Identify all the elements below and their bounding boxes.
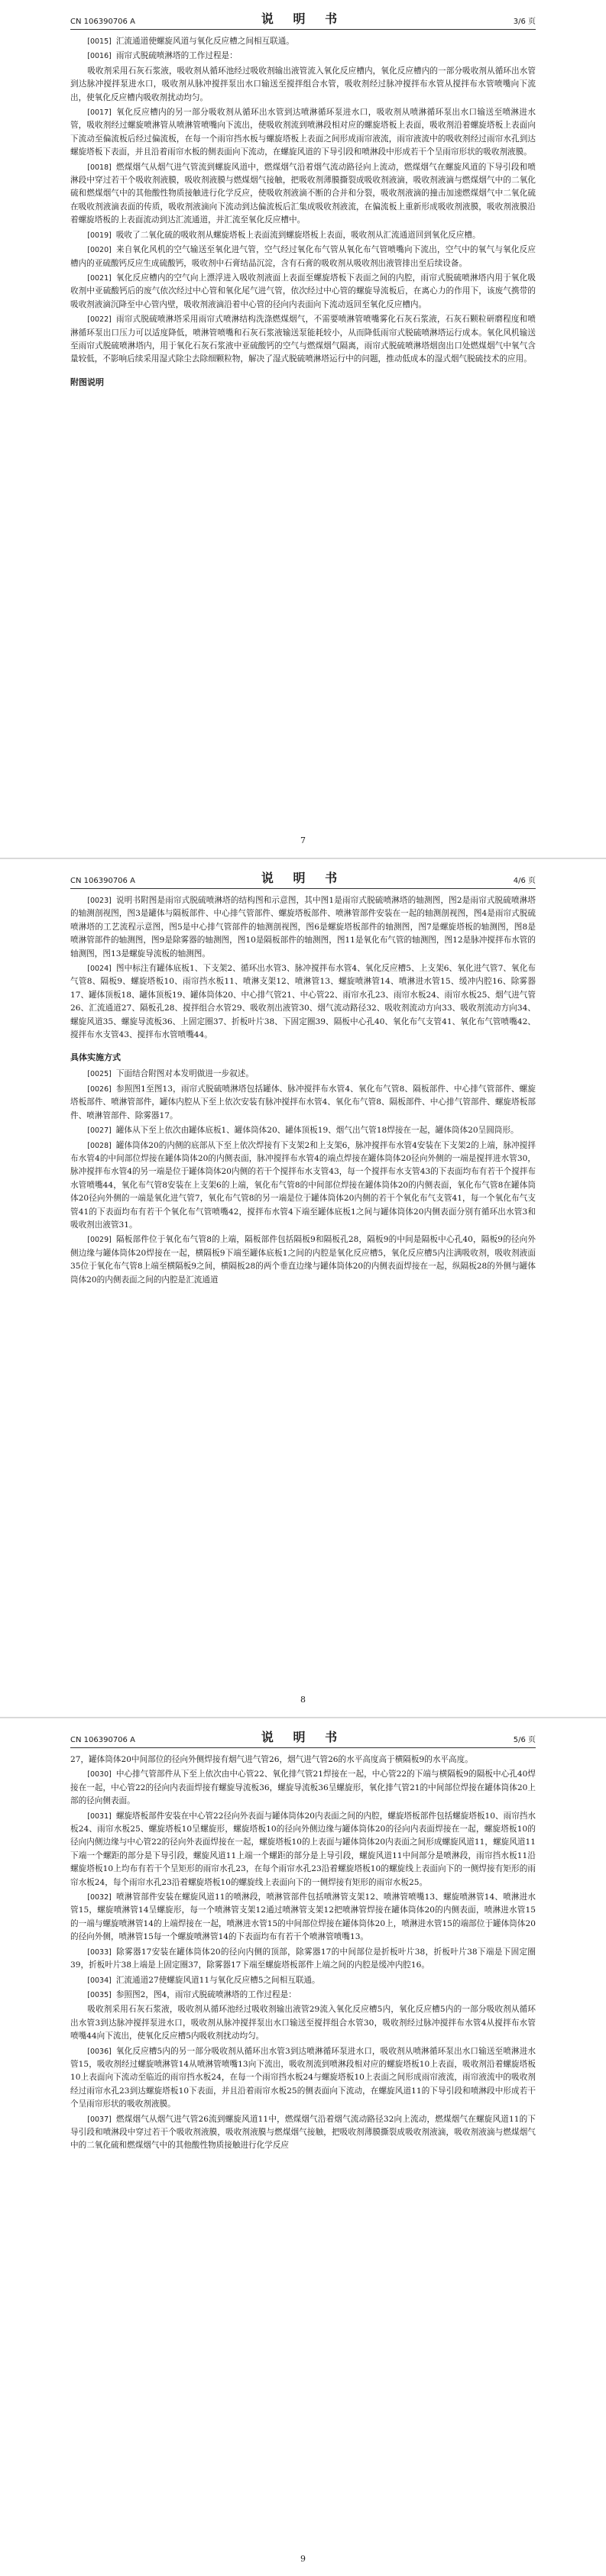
paragraph-text: 汇流通道27使螺旋风道11与氧化反应槽5之间相互联通。 [115, 1975, 320, 1985]
page-title: 说 明 书 [261, 1730, 345, 1744]
paragraph [70, 894, 536, 961]
paragraph-text: 螺旋塔板部件安装在中心管22径向外表面与罐体筒体20内表面之间的内腔，螺旋塔板部件包括螺旋塔板10、雨帘挡水板24、雨帘水板25、螺旋塔板10呈螺旋形，螺旋塔板10的径向外侧边缘与罐体筒体20的径向内表面焊接在一起，螺旋塔板10的径向内侧边缘与中心管22的径向外表面焊接在一起，螺旋塔板10的上表面与罐体筒体20内表面之间形成螺旋风道11，螺旋风道11下端一个螺距的部分是下导引段，螺旋风道11上端一个螺距的部分是上导引段，螺旋风道11中间部分是喷淋段，雨帘挡水板11沿螺旋塔板10上均布有若干个呈矩形的雨帘水孔23，在每个雨帘水孔23沿着螺旋塔板10的螺旋线上表面向下的一侧焊接有矩形的雨帘水板24，每个雨帘水孔23沿着螺旋塔板10的螺旋线上表面向下的一侧焊接有矩形的雨帘水板25。 [70, 1811, 536, 1887]
paragraph [70, 1083, 536, 1123]
page-header [70, 1724, 536, 1748]
page-body [70, 35, 536, 393]
paragraph [70, 272, 536, 312]
paragraph-number: [0021] [87, 273, 112, 283]
paragraph-text: 吸收剂采用石灰石浆液，吸收剂从循环池经过吸收剂输出液管29流入氧化反应槽5内，氧化反应槽5内的一部分吸收剂从循环出水管3到达脉冲搅拌泵进水口，吸收剂从脉冲搅拌泵出水口输送至搅拌组合水管30，吸收剂经过脉冲搅拌布水管4从搅拌布水管喷嘴44向下流出，使氧化反应槽5内吸收剂扰动均匀。 [70, 2005, 536, 2041]
paragraph [70, 1139, 536, 1233]
paragraph-text: 氧化反应槽内的空气向上漂浮进入吸收剂液面上表面至螺旋塔板下表面之间的内腔，雨帘式脱硫喷淋塔内用于氧化吸收剂中亚硫酸钙后的废气依次经过中心管和氧化尾气进气管，依次经过中心管的螺旋导流板后，在离心力的作用下，该废气携带的吸收剂液滴沉降至中心管内壁，吸收剂液滴沿着中心管的径向内表面向下流动返回至氧化反应槽内。 [70, 273, 536, 309]
paragraph-number: [0035] [87, 1990, 112, 1999]
paragraph [70, 1753, 536, 1766]
paragraph-number: [0032] [87, 1893, 112, 1902]
page-number: 8 [300, 1695, 306, 1705]
page-number: 9 [300, 2554, 306, 2564]
page-label: 5/6 页 [513, 1736, 536, 1744]
paragraph [70, 313, 536, 367]
doc-number: CN 106390706 A [70, 877, 135, 885]
paragraph [70, 106, 536, 160]
paragraph-number: [0025] [87, 1070, 112, 1079]
paragraph-text: 燃煤烟气从烟气进气管26流到螺旋风道11中，燃煤烟气沿着烟气流动路径32向上流动，燃煤烟气在螺旋风道11的下导引段和喷淋段中穿过若干个吸收剂液膜，吸收剂液膜与燃煤烟气接触，把吸收剂薄膜撕裂成吸收剂液滴，吸收剂液滴与燃煤烟气中的二氧化硫和燃煤烟气中的其他酸性物质接触进行化学反应 [70, 2114, 536, 2151]
paragraph [70, 2045, 536, 2112]
doc-number: CN 106390706 A [70, 1736, 135, 1744]
paragraph-number: [0016] [87, 52, 112, 61]
paragraph-text: 吸收剂采用石灰石浆液，吸收剂从循环池经过吸收剂输出液管流入氧化反应槽内，氧化反应槽内的一部分吸收剂从循环出水管到达脉冲搅拌泵进水口，吸收剂从脉冲搅拌泵出水口输送至搅拌组合水管，吸收剂经过脉冲搅拌布水管从搅拌布水管喷嘴向下流出，使氧化反应槽内吸收剂扰动均匀。 [70, 66, 536, 102]
page-label: 4/6 页 [513, 877, 536, 885]
paragraph-number: [0033] [87, 1947, 112, 1957]
page-body [70, 894, 536, 1288]
page-title: 说 明 书 [261, 11, 345, 26]
paragraph-number: [0022] [87, 315, 112, 325]
paragraph-text: 喷淋管部件安装在螺旋风道11的喷淋段，喷淋管部件包括喷淋管支架12、喷淋管喷嘴13、螺旋喷淋管14、喷淋进水管15，螺旋喷淋管14呈螺旋形，每一个喷淋管支架12通过喷淋管支架12把喷淋管焊接在罐体筒体20的内侧表面，喷淋进水管15的一端与螺旋喷淋管14的上端焊接在一起，喷淋进水管15的中间部位焊接在罐体筒体20上，喷淋进水管15的端部位于罐体筒体20的径向外侧，喷淋管15每一个螺旋喷淋管14的下表面均布有若干个喷淋管喷嘴13。 [70, 1892, 536, 1942]
paragraph-text: 雨帘式脱硫喷淋塔采用雨帘式喷淋结构洗涤燃煤烟气，不需要喷淋管喷嘴雾化石灰石浆液，石灰石颗粒研磨程度和喷淋循环泵出口压力可以适度降低，喷淋管喷嘴和石灰石浆液输送泵能耗较小，从而降低雨帘式脱硫喷淋塔运行成本。氧化风机输送至雨帘式脱硫喷淋塔内，用于氧化石灰石浆液中亚硫酸钙的空气与燃煤烟气隔离，雨帘式脱硫喷淋塔烟囱出口处燃煤烟气中氧气含量较低，不影响后续采用湿式除尘去除细颗粒物，解决了湿式脱硫喷淋塔运行中的问题，推动低成本的湿式烟气脱硫技术的应用。 [70, 315, 536, 364]
document-page-3 [0, 1718, 606, 2576]
paragraph-number: [0020] [87, 246, 112, 255]
paragraph-number: [0034] [87, 1976, 112, 1985]
paragraph-text: 氧化反应槽内的另一部分吸收剂从循环出水管到达喷淋循环泵进水口，吸收剂从喷淋循环泵出水口输送至喷淋进水管，吸收剂经过螺旋喷淋管从喷淋管喷嘴向下流出，使吸收剂流到喷淋段相对应的螺旋塔板上表面，吸收剂沿着螺旋塔板上表面向下流动至偏流板后经过偏流板，在每一个雨帘挡水板与螺旋塔板上表面之间形成雨帘液流，雨帘液流中的吸收剂经过雨帘水孔到达螺旋塔板下表面，并且沿着雨帘水板的侧表面向下流动，在螺旋风道的下导引段和喷淋段中形成若干个呈雨帘形状的吸收剂液膜。 [70, 108, 536, 157]
paragraph-text: 说明书附图是雨帘式脱硫喷淋塔的结构图和示意图，其中图1是雨帘式脱硫喷淋塔的轴测图，图2是雨帘式脱硫喷淋塔的轴测剖视图，图3是罐体与隔板部件、中心排气管部件、螺旋塔板部件、喷淋管部件安装在一起的轴测剖视图，图4是雨帘式脱硫喷淋塔的工艺流程示意图，图5是中心排气管部件的轴测剖视图，图6是螺旋塔板部件的轴测图，图7是螺旋塔板的轴测图，图8是喷淋管部件的轴测图，图9是除雾器的轴测图，图10是隔板部件的轴测图，图11是氧化布气管的轴测图，图12是脉冲搅拌布水管的轴测图，图13是螺旋导流板的轴测图。 [70, 896, 536, 958]
paragraph [70, 1068, 536, 1081]
paragraph-text: 下面结合附图对本发明做进一步叙述。 [115, 1069, 254, 1079]
paragraph-number: [0030] [87, 1770, 112, 1779]
doc-number: CN 106390706 A [70, 18, 135, 26]
paragraph [70, 65, 536, 105]
paragraph-text: 参照图2，图4，雨帘式脱硫喷淋塔的工作过程是： [115, 1989, 297, 1999]
document-page-2 [0, 859, 606, 1717]
paragraph [70, 229, 536, 242]
paragraph [70, 1810, 536, 1889]
paragraph-text: 燃煤烟气从烟气进气管流到螺旋风道中，燃煤烟气沿着烟气流动路径向上流动，燃煤烟气在螺旋风道的下导引段和喷淋段中穿过若干个吸收剂液膜，吸收剂液膜与燃煤烟气接触，把吸收剂薄膜撕裂成吸收剂液滴，吸收剂液滴与燃煤烟气中的二氧化硫和燃煤烟气中的其他酸性物质接触进行化学反应，使吸收剂液滴不断的合并和分裂，吸收剂液滴的撞击加速燃煤烟气中二氧化硫在吸收剂液滴表面的传质，吸收剂液滴向下流动到达偏流板后汇集成吸收剂液流，在偏流板上重新形成吸收剂液膜，吸收剂液膜沿着螺旋塔板的上表面流动到达汇流通道，并汇流至氧化反应槽中。 [70, 162, 536, 225]
page-header [70, 6, 536, 30]
paragraph [70, 35, 536, 48]
paragraph-text: 吸收了二氧化硫的吸收剂从螺旋塔板上表面流到螺旋塔板上表面，吸收剂从汇流通道回到氧化反应槽。 [115, 230, 481, 240]
paragraph [70, 962, 536, 1042]
page-label: 3/6 页 [513, 18, 536, 26]
paragraph-text: 隔板部件位于氧化布气管8的上端，隔板部件包括隔板9和隔板孔28，隔板9的中间是隔板中心孔40，隔板9的径向外侧边缘与罐体筒体20焊接在一起，横隔板9下端至罐体底板1之间的内腔是氧化反应槽5，氧化反应槽5内注满吸收剂，吸收剂液面35位于氧化布气管8上端至横隔板9之间，横隔板28的两个垂直边缘与罐体筒体20的内侧表面焊接在一起，纵隔板28的外侧与罐体筒体20的内侧表面之间的内腔是汇流通道 [70, 1235, 536, 1285]
paragraph-number: [0026] [87, 1084, 112, 1094]
paragraph-text: 罐体筒体20的内侧的底部从下至上依次焊接有下支架2和上支架6，脉冲搅拌布水管4安装在下支架2的上端，脉冲搅拌布水管4的中间部位焊接在罐体筒体20的内侧表面，脉冲搅拌布水管4的端点焊接在罐体筒体20径向外侧的一端是搅拌进水管30，脉冲搅拌布水管4的另一端是位于罐体筒体20内侧的若干个搅拌布水支管43，每一个搅拌布水支管43的下表面均布有若干个搅拌布水管喷嘴44，氧化布气管8安装在上支架6的上端，氧化布气管8的中间部位焊接在罐体筒体20的内侧表面，氧化布气管8在罐体筒体20径向外侧的一端是氧化进气管7，氧化布气管8的另一端是位于罐体筒体20内侧的若干个氧化布气支管41，每一个氧化布气支管41的下表面均布有若干个氧化布气管喷嘴42，搅拌布水管4下端至罐体底板1之间与罐体筒体20内侧表面分别有循环出水管3和吸收剂出液管31。 [70, 1140, 536, 1230]
paragraph-text: 除雾器17安装在罐体筒体20的径向内侧的顶部，除雾器17的中间部位是折板叶片38，折板叶片38下端是下固定圈39，折板叶片38上端是上固定圈37，除雾器17下端至螺旋塔板部件上端之间的内腔是缓冲内腔16。 [70, 1947, 536, 1970]
paragraph-number: [0031] [87, 1812, 112, 1821]
paragraph-text: 氧化反应槽5内的另一部分吸收剂从循环出水管3到达喷淋循环泵进水口，吸收剂从喷淋循环泵出水口输送至喷淋进水管15，吸收剂经过螺旋喷淋管14从喷淋管喷嘴13向下流出，吸收剂流到喷淋段相对应的螺旋塔板10上表面，吸收剂沿着螺旋塔板10上表面向下流动至临近的雨帘挡水板24，在每一个雨帘挡水板24与螺旋塔板10上表面之间形成雨帘液流，雨帘液流中的吸收剂经过雨帘水孔23到达螺旋塔板10下表面，并且沿着雨帘水板25的侧表面向下流动，在螺旋风道11的下导引段和喷淋段中形成若干个呈雨帘形状的吸收剂液膜。 [70, 2046, 536, 2109]
paragraph [70, 1974, 536, 1987]
paragraph-number: [0037] [87, 2115, 112, 2124]
paragraph-number: [0017] [87, 108, 112, 118]
paragraph-number: [0027] [87, 1126, 112, 1136]
paragraph-text: 汇流通道使螺旋风道与氧化反应槽之间相互联通。 [115, 37, 294, 46]
paragraph [70, 1989, 536, 2002]
paragraph-text: 来自氧化风机的空气输送至氧化进气管，空气经过氧化布气管从氧化布气管喷嘴向下流出，空气中的氧气与氧化反应槽内的亚硫酸钙反应生成硫酸钙，吸收剂中石膏结晶沉淀，含有石膏的吸收剂从吸收剂出液管排出至后续设备。 [70, 245, 536, 268]
paragraph [70, 1124, 536, 1137]
paragraph-number: [0028] [87, 1141, 112, 1150]
paragraph [70, 1891, 536, 1944]
paragraph [70, 1768, 536, 1808]
page-title: 说 明 书 [261, 871, 345, 885]
paragraph-number: [0019] [87, 231, 112, 240]
paragraph [70, 2003, 536, 2043]
paragraph-number: [0018] [87, 163, 112, 172]
paragraph [70, 1946, 536, 1973]
paragraph [70, 2113, 536, 2153]
paragraph-text: 罐体从下至上依次由罐体底板1、罐体筒体20、罐体顶板19、烟气出气管18焊接在一起，罐体筒体20呈圆筒形。 [115, 1126, 519, 1136]
paragraph [70, 161, 536, 228]
paragraph-text: 图中标注有罐体底板1、下支架2、循环出水管3、脉冲搅拌布水管4、氧化反应槽5、上支架6、氧化进气管7、氧化布气管8、隔板9、螺旋塔板10、雨帘挡水板11、喷淋支架12、喷淋管13、螺旋喷淋管14、喷淋进水管15、缓冲内腔16、除雾器17、罐体顶板18、罐体顶板19、罐体筒体20、中心排气管21、中心管22、雨帘水孔23、雨帘水板24、雨帘水板25、烟气进气管26、汇流通道27、隔板孔28、搅拌组合水管29、吸收剂出液管30、烟气流动路径32、吸收剂流动方向33、吸收剂流动方向34、螺旋风道35、螺旋导流板36、上固定圈37、折板叶片38、下固定圈39、隔板中心孔40、氧化布气支管41、氧化布气管喷嘴42、搅拌布水支管43、搅拌布水管喷嘴44。 [70, 964, 536, 1040]
paragraph-number: [0024] [87, 965, 112, 974]
paragraph [70, 1233, 536, 1287]
paragraph-number: [0015] [87, 37, 112, 46]
paragraph-number: [0036] [87, 2047, 112, 2056]
paragraph-number: [0029] [87, 1236, 112, 1245]
paragraph-text: 雨帘式脱硫喷淋塔的工作过程是： [115, 51, 238, 61]
paragraph-text: 27，罐体筒体20中间部位的径向外侧焊接有烟气进气管26，烟气进气管26的水平高度高于横隔板9的水平高度。 [70, 1755, 473, 1764]
paragraph-text: 参照图1至图13，雨帘式脱硫喷淋塔包括罐体、脉冲搅拌布水管4、氧化布气管8、隔板部件、中心排气管部件、螺旋塔板部件、喷淋管部件，罐体内腔从下至上依次安装有脉冲搅拌布水管4、氧化布气管8、隔板部件、中心排气管部件、螺旋塔板部件、喷淋管部件、除雾器17。 [70, 1084, 536, 1120]
section-heading: 附图说明 [70, 377, 104, 387]
page-number: 7 [300, 836, 306, 845]
paragraph-number: [0023] [87, 897, 112, 905]
document-page-1 [0, 0, 606, 858]
paragraph [70, 244, 536, 270]
section-heading: 具体实施方式 [70, 1052, 121, 1063]
paragraph [70, 50, 536, 63]
page-body [70, 1753, 536, 2154]
paragraph-text: 中心排气管部件从下至上依次由中心管22、氧化排气管21焊接在一起，中心管22的下端与横隔板9的隔板中心孔40焊接在一起，中心管22的径向内表面焊接有螺旋导流板36，螺旋导流板36呈螺旋形，氧化排气管21的中间部位焊接在罐体筒体20上部的径向侧表面。 [70, 1770, 536, 1806]
page-header [70, 865, 536, 889]
